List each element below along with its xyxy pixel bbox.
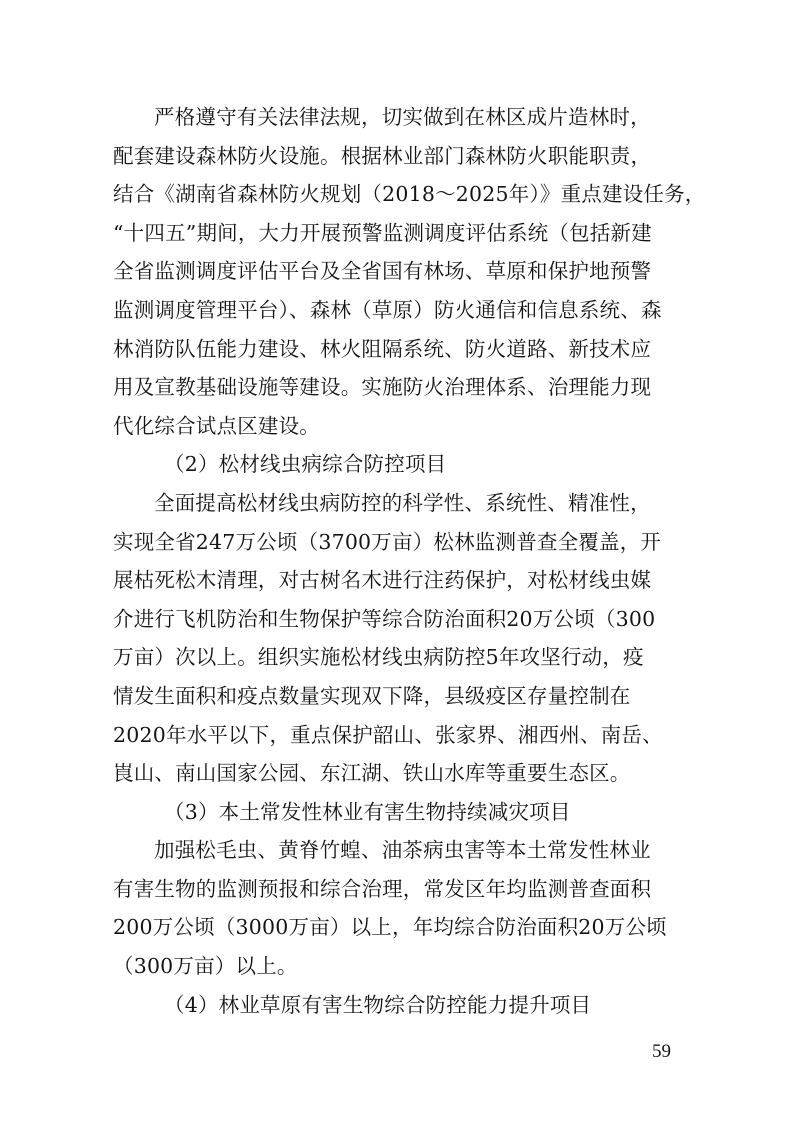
paragraph-line: 林消防队伍能力建设、林火阻隔系统、防火道路、新技术应 xyxy=(113,336,652,361)
paragraph-line: 200万公顷（3000万亩）以上，年均综合防治面积20万公顷 xyxy=(113,915,667,940)
paragraph-line: 有害生物的监测预报和综合治理，常发区年均监测普查面积 xyxy=(113,876,652,901)
paragraph-line: 全省监测调度评估平台及全省国有林场、草原和保护地预警 xyxy=(113,259,652,284)
paragraph-line: 代化综合试点区建设。 xyxy=(113,413,320,438)
paragraph-line: 用及宣教基础设施等建设。实施防火治理体系、治理能力现 xyxy=(113,375,652,400)
section-heading: （4）林业草原有害生物综合防控能力提升项目 xyxy=(164,992,592,1017)
paragraph-line: 结合《湖南省森林防火规划（2018～2025年）》重点建设任务， xyxy=(113,182,706,207)
page-number: 59 xyxy=(652,1041,671,1062)
paragraph-line: 展枯死松木清理，对古树名木进行注药保护，对松材线虫媒 xyxy=(113,568,652,593)
paragraph-line: 监测调度管理平台）、森林（草原）防火通信和信息系统、森 xyxy=(113,297,662,322)
paragraph-line: 全面提高松材线虫病防控的科学性、系统性、精准性， xyxy=(154,490,651,515)
paragraph-line: 严格遵守有关法律法规，切实做到在林区成片造林时， xyxy=(154,105,651,129)
paragraph-line: 2020年水平以下，重点保护韶山、张家界、湘西州、南岳、 xyxy=(113,722,663,747)
paragraph-line: 崀山、南山国家公园、东江湖、铁山水库等重要生态区。 xyxy=(113,761,631,786)
paragraph-line: 情发生面积和疫点数量实现双下降，县级疫区存量控制在 xyxy=(113,683,631,708)
section-heading: （3）本土常发性林业有害生物持续减灾项目 xyxy=(164,799,571,824)
paragraph-line: 加强松毛虫、黄脊竹蝗、油茶病虫害等本土常发性林业 xyxy=(154,838,651,863)
paragraph-line: （300万亩）以上。 xyxy=(113,954,298,979)
paragraph-line: “十四五”期间，大力开展预警监测调度评估系统（包括新建 xyxy=(113,220,652,245)
paragraph-line: 配套建设森林防火设施。根据林业部门森林防火职能职责， xyxy=(113,143,652,168)
section-heading: （2）松材线虫病综合防控项目 xyxy=(164,452,447,477)
document-body xyxy=(113,98,706,1024)
paragraph-line: 实现全省247万公顷（3700万亩）松林监测普查全覆盖，开 xyxy=(113,529,662,554)
paragraph-line: 万亩）次以上。组织实施松材线虫病防控5年攻坚行动，疫 xyxy=(113,645,644,670)
paragraph-line: 介进行飞机防治和生物保护等综合防治面积20万公顷（300 xyxy=(113,606,656,631)
